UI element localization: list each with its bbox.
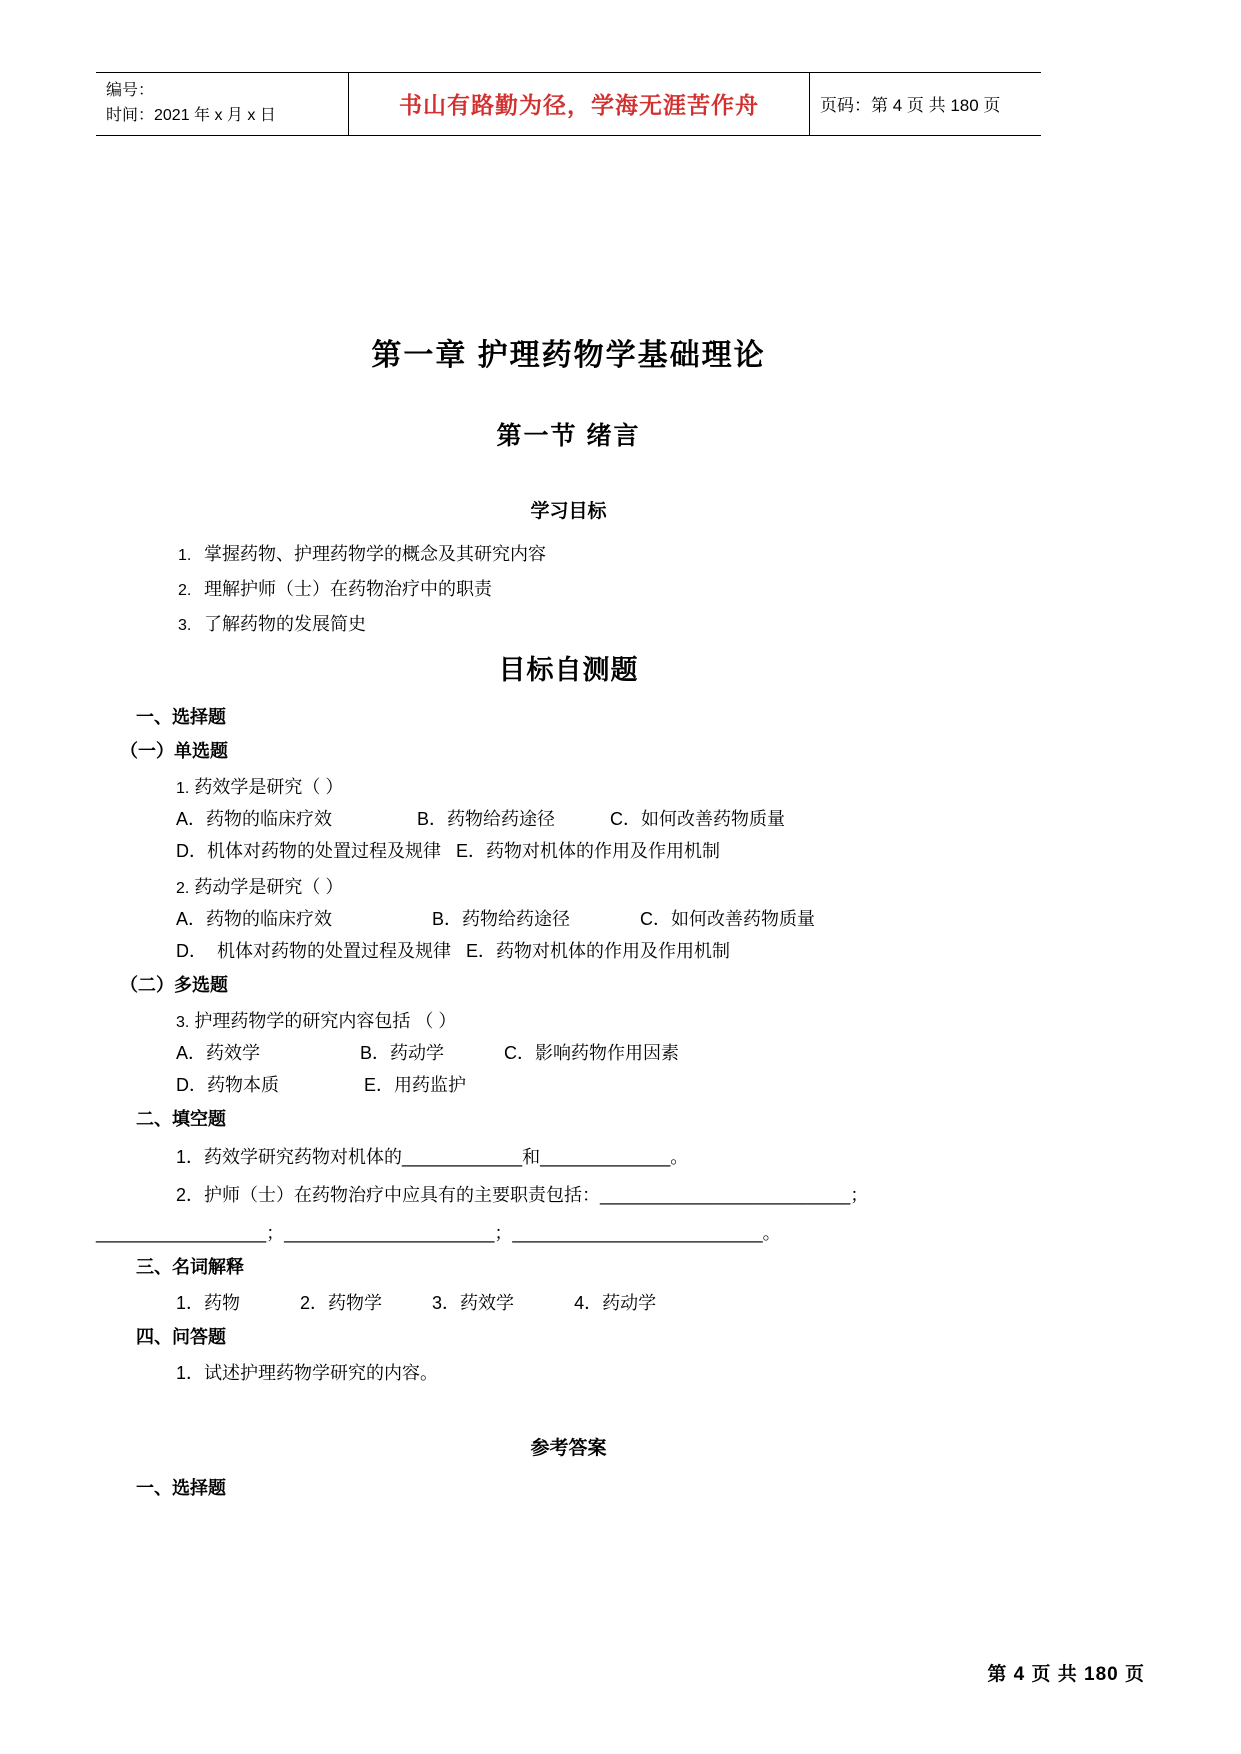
document-body [96, 330, 1041, 1506]
chapter-title: 第一章 护理药物学基础理论 [371, 339, 766, 372]
question-3-options-row-1: A．药效学 B．药动学 C．影响药物作用因素 [176, 1043, 680, 1064]
part-three-heading: 三、名词解释 [136, 1257, 244, 1278]
goal-index: 3. [178, 617, 192, 635]
essay-question-1: 1．试述护理药物学研究的内容。 [176, 1363, 439, 1384]
part-one-heading: 一、选择题 [136, 707, 226, 728]
page-footer: 第 4 页 共 180 页 [987, 1664, 1145, 1685]
reference-answer-title: 参考答案 [530, 1438, 607, 1460]
page-header-table [96, 72, 1041, 136]
list-item [96, 607, 1041, 642]
question-1-text: 药效学是研究（ ） [194, 777, 344, 798]
question-2-text: 药动学是研究（ ） [194, 877, 344, 898]
question-3-number: 3. [176, 1014, 190, 1032]
question-2-number: 2. [176, 880, 190, 898]
goal-index: 2. [178, 582, 192, 600]
list-item [96, 537, 1041, 572]
learning-goals-title: 学习目标 [530, 501, 607, 522]
question-1-options-row-1: A．药物的临床疗效 B．药物给药途径 C．如何改善药物质量 [176, 809, 786, 830]
header-meta-cell [96, 73, 349, 136]
question-3-text: 护理药物学的研究内容包括 （ ） [194, 1011, 457, 1032]
question-1-stem [176, 773, 1041, 799]
header-date-label: 时间：2021 年 x 月 x 日 [106, 106, 276, 124]
part-four-heading: 四、问答题 [136, 1327, 226, 1348]
header-page-indicator: 页码：第 4 页 共 180 页 [820, 96, 1001, 116]
question-2-stem [176, 873, 1041, 899]
question-2-options-row-1: A．药物的临床疗效 B．药物给药途径 C．如何改善药物质量 [176, 909, 816, 930]
header-row [96, 73, 1041, 136]
header-number-label: 编号： [106, 82, 155, 99]
header-motto: 书山有路勤为径，学海无涯苦作舟 [349, 73, 810, 136]
single-choice-heading: （一）单选题 [120, 741, 228, 762]
fill-blank-1: 1．药效学研究药物对机体的____________和_____________。 [176, 1147, 689, 1168]
learning-goals-list [96, 537, 1041, 642]
terms-row: 1．药物 2．药物学 3．药效学 4．药动学 [176, 1293, 657, 1314]
goal-index: 1. [178, 547, 192, 564]
goal-text: 掌握药物、护理药物学的概念及其研究内容 [204, 544, 546, 564]
question-2-options-row-2: D． 机体对药物的处置过程及规律 E．药物对机体的作用及作用机制 [176, 941, 731, 962]
question-1-options-row-2: D．机体对药物的处置过程及规律 E．药物对机体的作用及作用机制 [176, 841, 721, 862]
list-item [96, 572, 1041, 607]
fill-blank-2: 2．护师（士）在药物治疗中应具有的主要职责包括：_________________________； [176, 1185, 869, 1206]
fill-blank-2-continued: _________________；_____________________；_________________________。 [96, 1223, 781, 1244]
goal-text: 理解护师（士）在药物治疗中的职责 [204, 579, 492, 600]
part-two-heading: 二、填空题 [136, 1109, 226, 1130]
question-3-options-row-2: D．药物本质 E．用药监护 [176, 1075, 467, 1096]
section-title: 第一节 绪言 [496, 422, 641, 450]
selftest-title: 目标自测题 [498, 655, 639, 686]
question-1-number: 1. [176, 780, 190, 798]
question-3-stem [176, 1007, 1041, 1033]
answer-part-one-heading: 一、选择题 [136, 1478, 226, 1499]
multi-choice-heading: （二）多选题 [120, 975, 228, 996]
goal-text: 了解药物的发展简史 [204, 614, 366, 635]
